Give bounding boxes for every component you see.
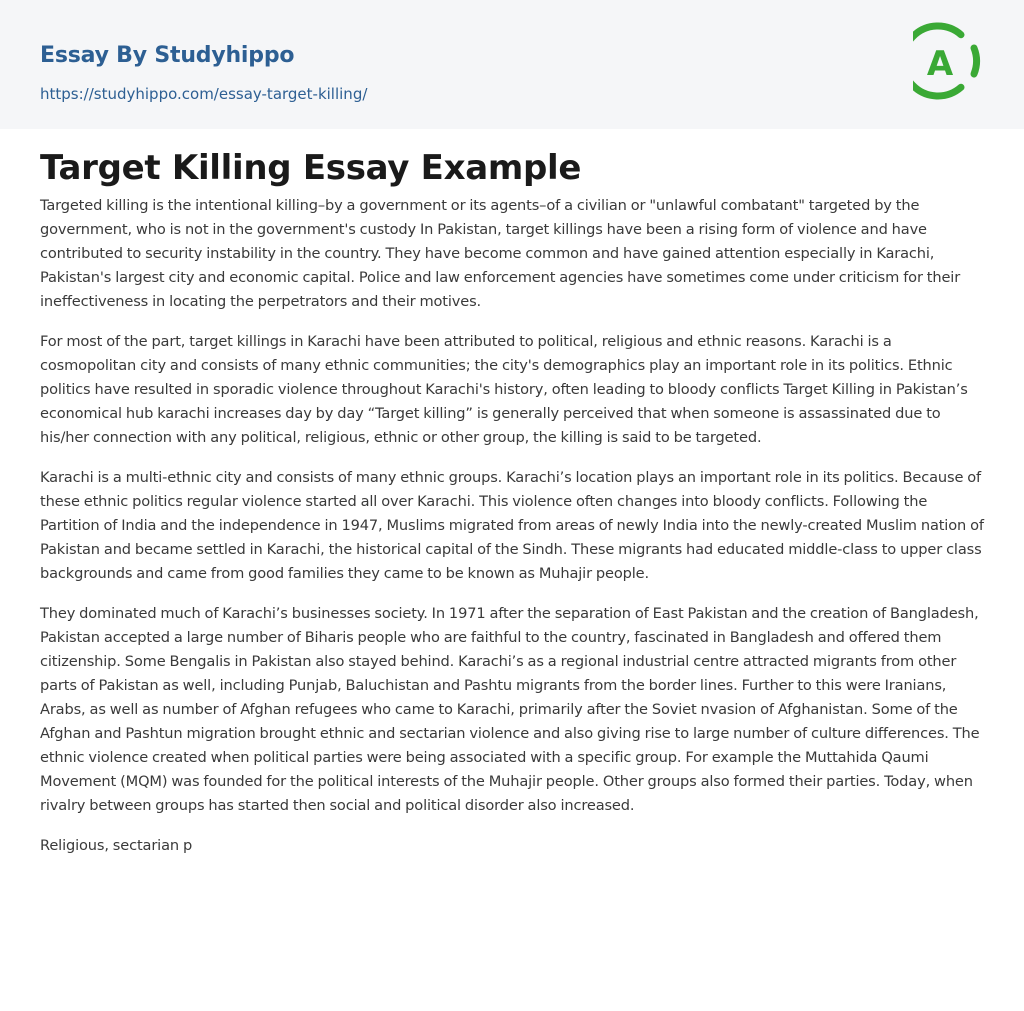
page-title: Target Killing Essay Example xyxy=(40,148,582,188)
brand-title[interactable]: Essay By Studyhippo xyxy=(40,43,295,68)
essay-paragraph: They dominated much of Karachi’s businesses society. In 1971 after the separation of East Pakistan and the creation of Bangladesh, Pakistan accepted a large number of Biharis people who are faithful to the country, fascinated in Bangladesh and offered them citizenship. Some Bengalis in Pakistan also stayed behind. Karachi’s as a regional industrial centre attracted migrants from other parts of Pakistan as well, including Punjab, Baluchistan and Pashtu migrants from the border lines. Further to this were Iranians, Arabs, as well as number of Afghan refugees who came to Karachi, primarily after the Soviet nvasion of Afghanistan. Some of the Afghan and Pashtun migration brought ethnic and sectarian violence and also giving rise to large number of culture differences. The ethnic violence created when political parties were being associated with a specific group. For example the Muttahida Qaumi Movement (MQM) was founded for the political interests of the Muhajir people. Other groups also formed their parties. Today, when rivalry between groups has started then social and political disorder also increased. xyxy=(40,605,980,814)
studyhippo-logo-icon[interactable] xyxy=(913,18,987,106)
essay-paragraph: For most of the part, target killings in Karachi have been attributed to political, religious and ethnic reasons. Karachi is a cosmopolitan city and consists of many ethnic communities; the city's demographics play an important role in its politics. Ethnic politics have resulted in sporadic violence throughout Karachi's history, often leading to bloody conflicts Target Killing in Pakistan’s economical hub karachi increases day by day “Target killing” is generally perceived that when someone is assassinated due to his/her connection with any political, religious, ethnic or other group, the killing is said to be targeted. xyxy=(40,333,968,446)
logo-arc-right xyxy=(974,48,977,74)
logo-letter: A xyxy=(926,44,954,84)
essay-paragraph-truncated: Religious, sectarian p xyxy=(40,837,193,854)
essay-paragraph: Karachi is a multi-ethnic city and consists of many ethnic groups. Karachi’s location plays an important role in its politics. Because of these ethnic politics regular violence started all over Karachi. This violence often changes into bloody conflicts. Following the Partition of India and the independence in 1947, Muslims migrated from areas of newly India into the newly-created Muslim nation of Pakistan and became settled in Karachi, the historical capital of the Sindh. These migrants had educated middle-class to upper class backgrounds and came from good families they came to be known as Muhajir people. xyxy=(40,469,984,582)
essay-body xyxy=(40,194,988,874)
site-header xyxy=(0,0,1024,129)
essay-paragraph: Targeted killing is the intentional killing–by a government or its agents–of a civilian or "unlawful combatant" targeted by the government, who is not in the government's custody In Pakistan, target killings have been a rising form of violence and have contributed to security instability in the country. They have become common and have gained attention especially in Karachi, Pakistan's largest city and economic capital. Police and law enforcement agencies have sometimes come under criticism for their ineffectiveness in locating the perpetrators and their motives. xyxy=(40,197,961,310)
source-url-link[interactable]: https://studyhippo.com/essay-target-killing/ xyxy=(40,85,368,103)
